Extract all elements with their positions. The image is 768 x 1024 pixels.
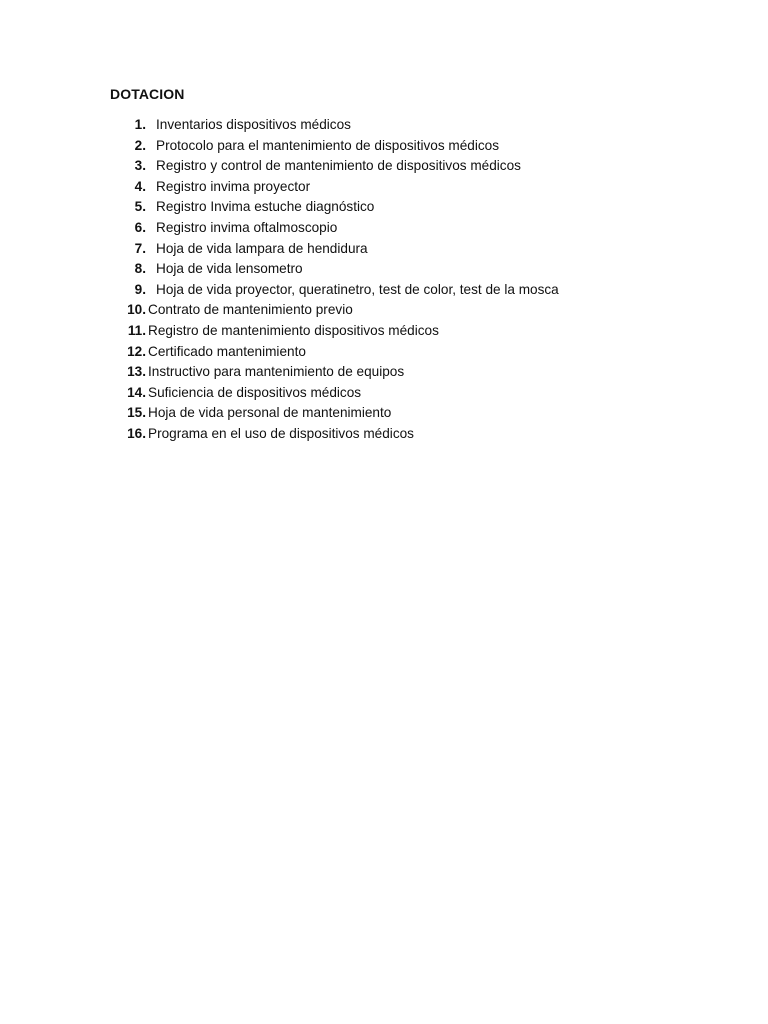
list-item-text: Contrato de mantenimiento previo: [148, 302, 353, 318]
list-item-text: Registro y control de mantenimiento de dispositivos médicos: [156, 158, 521, 174]
list-item: [110, 424, 559, 445]
list-item: [110, 383, 559, 404]
list-item-number: 2.: [134, 137, 146, 153]
list-item: [110, 280, 559, 301]
numbered-list: [110, 115, 559, 445]
list-item-text: Registro Invima estuche diagnóstico: [156, 199, 375, 215]
list-item-text: Hoja de vida proyector, queratinetro, test de color, test de la mosca: [156, 281, 559, 297]
list-item-text: Programa en el uso de dispositivos médicos: [148, 425, 414, 441]
list-item-text: Registro invima proyector: [156, 178, 311, 194]
list-item: [110, 342, 559, 363]
list-item-number: 4.: [134, 178, 146, 194]
list-item-number: 14.: [127, 384, 146, 400]
list-item-number: 9.: [134, 281, 146, 297]
list-item-number: 1.: [134, 117, 146, 132]
list-item-number: 5.: [134, 199, 146, 215]
list-item-text: Hoja de vida personal de mantenimiento: [148, 405, 392, 421]
list-item-text: Registro invima oftalmoscopio: [156, 219, 338, 235]
list-item-text: Hoja de vida lensometro: [156, 261, 303, 277]
list-item: [110, 156, 559, 177]
list-item: [110, 218, 559, 239]
list-item: [110, 321, 559, 342]
list-item-number: 11.: [127, 322, 146, 338]
list-item-number: 6.: [134, 219, 146, 235]
list-item: [110, 177, 559, 198]
document-heading: DOTACION: [110, 86, 185, 102]
list-item: [110, 403, 559, 424]
list-item-text: Hoja de vida lampara de hendidura: [156, 240, 368, 256]
list-item-number: 3.: [134, 158, 146, 174]
list-item: [110, 115, 559, 136]
list-item-text: Suficiencia de dispositivos médicos: [148, 384, 362, 400]
list-item-number: 16.: [127, 425, 146, 441]
list-item-text: Inventarios dispositivos médicos: [156, 117, 351, 132]
list-item-number: 8.: [134, 261, 146, 277]
list-item: [110, 362, 559, 383]
list-item-text: Protocolo para el mantenimiento de dispositivos médicos: [156, 137, 500, 153]
list-item-text: Certificado mantenimiento: [148, 343, 306, 359]
list-item: [110, 239, 559, 260]
list-item-number: 12.: [127, 343, 146, 359]
list-item-text: Instructivo para mantenimiento de equipos: [148, 364, 405, 380]
list-item-number: 15.: [127, 405, 146, 421]
list-item: [110, 259, 559, 280]
list-item-number: 7.: [134, 240, 146, 256]
list-item-number: 13.: [127, 364, 146, 380]
list-item: [110, 197, 559, 218]
list-item: [110, 300, 559, 321]
list-item: [110, 136, 559, 157]
list-item-number: 10.: [127, 302, 146, 318]
list-item-text: Registro de mantenimiento dispositivos médicos: [148, 322, 439, 338]
